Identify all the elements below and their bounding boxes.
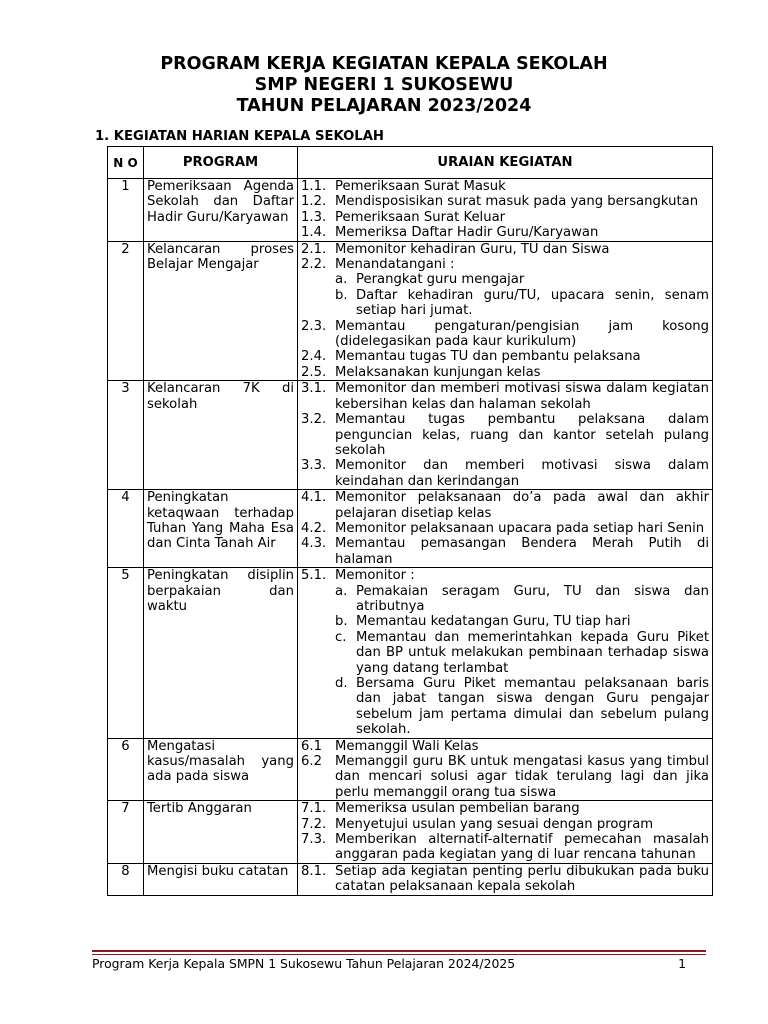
- activity-text: Pemeriksaan Surat Keluar: [335, 209, 506, 225]
- activity-text: Memantau pengaturan/pengisian jam kosong (didelegasikan pada kaur kurikulum): [335, 318, 709, 350]
- sub-item-letter: a.: [335, 272, 348, 288]
- header-uraian: URAIAN KEGIATAN: [298, 147, 713, 179]
- activity-item: [301, 754, 709, 800]
- activity-text: Memantau kedatangan Guru, TU tiap hari: [356, 614, 631, 630]
- activity-text: Memantau dan memerintahkan kepada Guru Piket dan BP untuk melakukan pembinaan terhadap siswa yang datang terlambat: [356, 629, 709, 676]
- uraian-cell: [298, 801, 713, 864]
- activity-item: [301, 210, 709, 225]
- activity-number: 4.1.: [301, 490, 327, 506]
- title-line-2: SMP NEGERI 1 SUKOSEWU: [254, 75, 514, 95]
- header-program: PROGRAM: [144, 147, 298, 179]
- page-number: 1: [678, 956, 686, 971]
- activity-text: Perangkat guru mengajar: [356, 272, 525, 288]
- section-heading: 1. KEGIATAN HARIAN KEPALA SEKOLAH: [95, 129, 384, 144]
- activity-number: 6.2: [301, 754, 322, 770]
- activity-number: 3.1.: [301, 381, 327, 397]
- sub-item-letter: b.: [335, 614, 348, 630]
- row-number: 5: [108, 568, 144, 738]
- activity-number: 2.5.: [301, 364, 327, 380]
- table-row: [108, 863, 713, 895]
- sub-item-letter: a.: [335, 583, 348, 599]
- activity-number: 8.1.: [301, 863, 327, 879]
- activity-text: Bersama Guru Piket memantau pelaksanaan baris dan jabat tangan siswa dengan Guru pengajar sebelum jam pertama dimulai dan sebelum pulang sekolah.: [356, 676, 709, 738]
- activity-text: Memanggil guru BK untuk mengatasi kasus yang timbul dan mencari solusi agar tidak terulang lagi dan jika perlu memanggil orang tua siswa: [335, 754, 709, 800]
- activity-item: [301, 521, 709, 536]
- sub-item: [301, 584, 709, 615]
- table-row: [108, 738, 713, 801]
- program-name: Peningkatan ketaqwaan terhadap Tuhan Yang Maha Esa dan Cinta Tanah Air: [144, 490, 298, 568]
- activity-item: [301, 365, 709, 380]
- row-number: 6: [108, 738, 144, 801]
- sub-item-letter: b.: [335, 287, 348, 303]
- activity-item: [301, 864, 709, 895]
- activity-text: Memantau pemasangan Bendera Merah Putih di halaman: [335, 536, 709, 567]
- activity-item: [301, 490, 709, 521]
- row-number: 4: [108, 490, 144, 568]
- row-number: 1: [108, 179, 144, 242]
- sub-item: [301, 288, 709, 319]
- activity-number: 2.3.: [301, 318, 327, 334]
- activity-number: 1.3.: [301, 209, 327, 225]
- activity-number: 2.4.: [301, 349, 327, 365]
- row-number: 3: [108, 381, 144, 490]
- title-line-1: PROGRAM KERJA KEGIATAN KEPALA SEKOLAH: [160, 54, 608, 74]
- activity-text: Setiap ada kegiatan penting perlu dibukukan pada buku catatan pelaksanaan kepala sekolah: [335, 863, 709, 895]
- program-name: Mengisi buku catatan: [144, 863, 298, 895]
- activity-item: [301, 832, 709, 863]
- sub-item: [301, 614, 709, 629]
- activity-number: 1.1.: [301, 179, 327, 194]
- activity-text: Memberikan alternatif-alternatif pemecahan masalah anggaran pada kegiatan yang di luar rencana tahunan: [335, 832, 709, 863]
- activity-item: [301, 242, 709, 257]
- activity-number: 2.2.: [301, 257, 327, 273]
- activity-text: Memantau tugas pembantu pelaksana dalam penguncian kelas, ruang dan kantor setelah pulang sekolah: [335, 412, 709, 458]
- uraian-cell: [298, 863, 713, 895]
- row-number: 7: [108, 801, 144, 864]
- program-table: [107, 146, 713, 896]
- activity-number: 1.2.: [301, 194, 327, 210]
- activity-text: Memeriksa usulan pembelian barang: [335, 801, 580, 817]
- activity-item: [301, 225, 709, 240]
- activity-text: Pemeriksaan Surat Masuk: [335, 179, 506, 194]
- activity-item: [301, 319, 709, 350]
- program-name: Pemeriksaan Agenda Sekolah dan Daftar Hadir Guru/Karyawan: [144, 179, 298, 242]
- activity-item: [301, 381, 709, 412]
- activity-item: [301, 568, 709, 583]
- row-number: 2: [108, 241, 144, 381]
- activity-text: Menyetujui usulan yang sesuai dengan program: [335, 816, 654, 832]
- activity-text: Menandatangani :: [335, 257, 455, 273]
- program-name: Peningkatan disiplin berpakaian dan waktu: [144, 568, 298, 738]
- program-name: Kelancaran proses Belajar Mengajar: [144, 241, 298, 381]
- footer-text: Program Kerja Kepala SMPN 1 Sukosewu Tahun Pelajaran 2024/2025: [92, 956, 516, 971]
- activity-item: [301, 194, 709, 209]
- activity-number: 1.4.: [301, 225, 327, 241]
- activity-number: 3.2.: [301, 412, 327, 428]
- activity-text: Memonitor kehadiran Guru, TU dan Siswa: [335, 241, 610, 257]
- footer-rule: [92, 950, 706, 952]
- activity-item: [301, 349, 709, 364]
- table-row: [108, 568, 713, 738]
- activity-text: Memeriksa Daftar Hadir Guru/Karyawan: [335, 225, 599, 241]
- activity-text: Pemakaian seragam Guru, TU dan siswa dan atributnya: [356, 583, 709, 614]
- program-name: Mengatasi kasus/masalah yang ada pada siswa: [144, 738, 298, 801]
- sub-item: [301, 676, 709, 738]
- uraian-cell: [298, 490, 713, 568]
- activity-item: [301, 458, 709, 489]
- sub-item: [301, 272, 709, 287]
- sub-item-letter: d.: [335, 676, 348, 691]
- activity-number: 5.1.: [301, 568, 327, 584]
- table-row: [108, 490, 713, 568]
- table-body: [108, 179, 713, 896]
- uraian-cell: [298, 738, 713, 801]
- table-row: [108, 381, 713, 490]
- footer-rule-thin: [92, 954, 706, 955]
- activity-number: 4.2.: [301, 520, 327, 536]
- program-name: Kelancaran 7K di sekolah: [144, 381, 298, 490]
- activity-text: Memantau tugas TU dan pembantu pelaksana: [335, 349, 641, 365]
- activity-number: 6.1: [301, 738, 322, 754]
- table-header-row: [108, 147, 713, 179]
- header-no: N O: [108, 147, 144, 179]
- activity-number: 7.1.: [301, 801, 327, 817]
- table-row: [108, 179, 713, 242]
- activity-text: Memonitor dan memberi motivasi siswa dalam keindahan dan kerindangan: [335, 458, 709, 489]
- activity-item: [301, 179, 709, 194]
- activity-text: Mendisposisikan surat masuk pada yang bersangkutan: [335, 194, 699, 210]
- activity-text: Memonitor :: [335, 568, 415, 584]
- activity-text: Memanggil Wali Kelas: [335, 738, 479, 754]
- activity-text: Daftar kehadiran guru/TU, upacara senin, senam setiap hari jumat.: [356, 287, 709, 319]
- activity-item: [301, 739, 709, 754]
- uraian-cell: [298, 179, 713, 242]
- activity-item: [301, 817, 709, 832]
- activity-number: 2.1.: [301, 241, 327, 257]
- document-title: [0, 54, 768, 117]
- uraian-cell: [298, 381, 713, 490]
- activity-item: [301, 801, 709, 816]
- sub-item: [301, 630, 709, 676]
- activity-item: [301, 257, 709, 272]
- row-number: 8: [108, 863, 144, 895]
- uraian-cell: [298, 568, 713, 738]
- sub-item-letter: c.: [335, 629, 347, 645]
- activity-text: Memonitor pelaksanaan do’a pada awal dan akhir pelajaran disetiap kelas: [335, 490, 709, 521]
- title-line-3: TAHUN PELAJARAN 2023/2024: [236, 96, 532, 116]
- activity-text: Memonitor dan memberi motivasi siswa dalam kegiatan kebersihan kelas dan halaman sekolah: [335, 381, 709, 412]
- activity-number: 7.3.: [301, 832, 327, 848]
- activity-item: [301, 536, 709, 567]
- page-footer: [92, 956, 686, 971]
- activity-item: [301, 412, 709, 458]
- activity-number: 7.2.: [301, 816, 327, 832]
- activity-text: Melaksanakan kunjungan kelas: [335, 364, 541, 380]
- program-name: Tertib Anggaran: [144, 801, 298, 864]
- uraian-cell: [298, 241, 713, 381]
- activity-text: Memonitor pelaksanaan upacara pada setiap hari Senin: [335, 520, 705, 536]
- table-row: [108, 241, 713, 381]
- activity-number: 3.3.: [301, 458, 327, 474]
- table-row: [108, 801, 713, 864]
- activity-number: 4.3.: [301, 536, 327, 552]
